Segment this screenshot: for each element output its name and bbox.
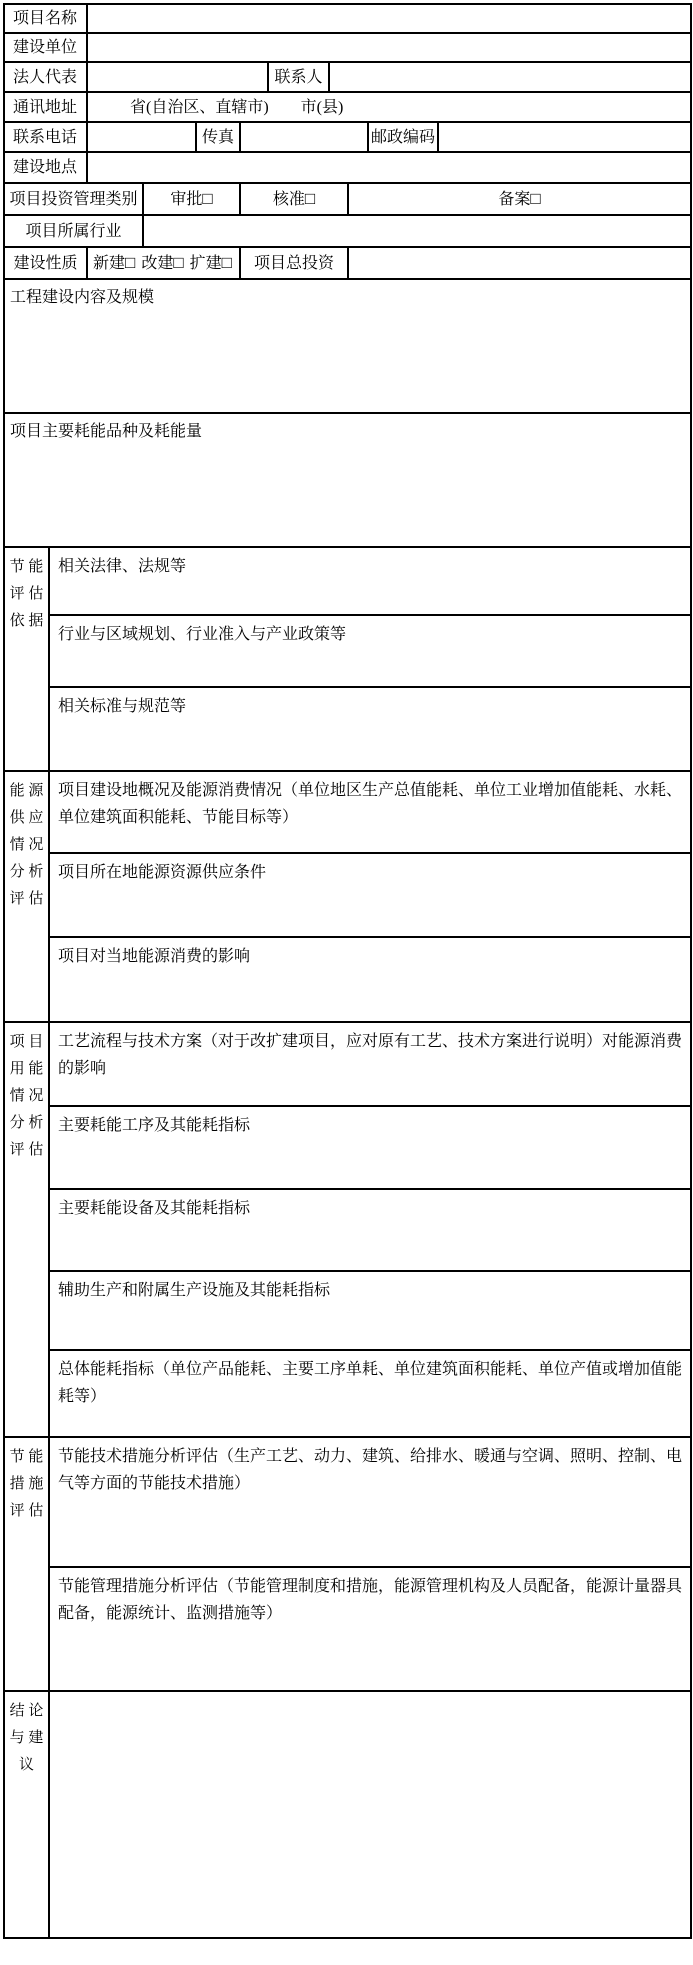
basis-laws-field[interactable]: 相关法律、法规等 [49, 547, 691, 615]
row-legal-rep [4, 62, 691, 92]
energy-kinds-field[interactable]: 项目主要耗能品种及耗能量 [4, 413, 691, 547]
technical-measures-field[interactable]: 节能技术措施分析评估（生产工艺、动力、建筑、给排水、暖通与空调、照明、控制、电气等方面的节能技术措施） [49, 1437, 691, 1567]
supply-conditions-field[interactable]: 项目所在地能源资源供应条件 [49, 853, 691, 937]
section-title-line: 措 施 [9, 1476, 44, 1492]
option-filing [348, 183, 691, 215]
management-measures-field[interactable]: 节能管理措施分析评估（节能管理制度和措施，能源管理机构及人员配备，能源计量器具配备，能源统计、监测措施等） [49, 1567, 691, 1691]
row-site [4, 152, 691, 183]
row-industry [4, 215, 691, 247]
energy-assessment-form-table [3, 3, 692, 1939]
row-construction-unit [4, 33, 691, 62]
legal-rep-label: 法人代表 [4, 62, 87, 92]
approval-checkbox[interactable]: □ [202, 189, 213, 208]
address-label: 通讯地址 [4, 92, 87, 122]
option-approval [143, 183, 240, 215]
option-filing-label: 备案 [498, 191, 531, 208]
auxiliary-facilities-field[interactable]: 辅助生产和附属生产设施及其能耗指标 [49, 1271, 691, 1350]
section-title-line: 节 能 [9, 1449, 44, 1465]
overall-indicators-field[interactable]: 总体能耗指标（单位产品能耗、主要工序单耗、单位建筑面积能耗、单位产值或增加值能耗等） [49, 1350, 691, 1437]
row-basis-planning [4, 615, 691, 687]
assessment-basis-title [4, 547, 49, 771]
filing-checkbox[interactable]: □ [530, 189, 541, 208]
ratification-checkbox[interactable]: □ [304, 189, 316, 208]
legal-rep-field[interactable] [87, 62, 268, 92]
row-phone [4, 122, 691, 152]
section-title-line: 情 况 [9, 837, 44, 853]
energy-equipment-field[interactable]: 主要耗能设备及其能耗指标 [49, 1189, 691, 1271]
row-local-impact [4, 937, 691, 1022]
row-project-name [4, 4, 691, 33]
nature-label: 建设性质 [4, 247, 87, 279]
saving-measures-title [4, 1437, 49, 1691]
section-title-line: 节 能 [9, 559, 44, 575]
energy-use-title [4, 1022, 49, 1437]
construction-unit-label: 建设单位 [4, 33, 87, 62]
row-energy-process [4, 1106, 691, 1189]
section-title-line: 用 能 [9, 1061, 44, 1077]
fax-label: 传真 [196, 122, 240, 152]
section-title-line: 依 据 [9, 613, 44, 629]
section-title-line: 与 建 [9, 1730, 44, 1746]
postal-code-field[interactable] [438, 122, 691, 152]
section-title-line: 分 析 [9, 864, 44, 880]
site-overview-field[interactable]: 项目建设地概况及能源消费情况（单位地区生产总值能耗、单位工业增加值能耗、水耗、单位建筑面积能耗、节能目标等） [49, 771, 691, 853]
row-nature [4, 247, 691, 279]
section-title-line: 议 [18, 1757, 34, 1773]
process-impact-field[interactable]: 工艺流程与技术方案（对于改扩建项目，应对原有工艺、技术方案进行说明）对能源消费的影响 [49, 1022, 691, 1106]
section-title-line: 结 论 [9, 1703, 44, 1719]
form-page [0, 3, 693, 1965]
row-construction-content [4, 279, 691, 413]
fax-field[interactable] [240, 122, 368, 152]
row-basis-standards [4, 687, 691, 771]
section-title-line: 能 源 [9, 783, 44, 799]
contact-person-field[interactable] [329, 62, 691, 92]
nature-options [87, 247, 240, 279]
conclusion-field[interactable] [49, 1691, 691, 1938]
project-name-field[interactable] [87, 4, 691, 33]
section-conclusion [4, 1691, 691, 1938]
option-newbuild-label: 新建 [93, 255, 126, 272]
basis-standards-field[interactable]: 相关标准与规范等 [49, 687, 691, 771]
option-approval-label: 审批 [170, 191, 203, 208]
row-energy-kinds [4, 413, 691, 547]
energy-supply-title [4, 771, 49, 1022]
industry-label: 项目所属行业 [4, 215, 143, 247]
row-supply-conditions [4, 853, 691, 937]
newbuild-checkbox[interactable]: □ [125, 253, 136, 272]
conclusion-title [4, 1691, 49, 1938]
site-field[interactable] [87, 152, 691, 183]
section-title-line: 情 况 [9, 1088, 44, 1104]
site-label: 建设地点 [4, 152, 87, 183]
row-invest-category [4, 183, 691, 215]
row-address [4, 92, 691, 122]
row-energy-equipment [4, 1189, 691, 1271]
option-ratification [240, 183, 348, 215]
section-assessment-basis [4, 547, 691, 615]
section-saving-measures [4, 1437, 691, 1567]
phone-field[interactable] [87, 122, 196, 152]
section-title-line: 项 目 [9, 1034, 44, 1050]
section-energy-supply [4, 771, 691, 853]
construction-unit-field[interactable] [87, 33, 691, 62]
rebuild-checkbox[interactable]: □ [173, 253, 184, 272]
section-energy-use [4, 1022, 691, 1106]
option-expansion-label: 扩建 [189, 255, 222, 272]
total-investment-field[interactable] [348, 247, 691, 279]
section-title-line: 评 估 [9, 586, 44, 602]
total-investment-label: 项目总投资 [240, 247, 348, 279]
industry-field[interactable] [143, 215, 691, 247]
option-ratification-label: 核准 [272, 191, 305, 208]
row-overall-indicators [4, 1350, 691, 1437]
row-management-measures [4, 1567, 691, 1691]
phone-label: 联系电话 [4, 122, 87, 152]
section-title-line: 供 应 [9, 810, 44, 826]
contact-person-label: 联系人 [268, 62, 329, 92]
local-impact-field[interactable]: 项目对当地能源消费的影响 [49, 937, 691, 1022]
section-title-line: 评 估 [9, 891, 44, 907]
project-name-label: 项目名称 [4, 4, 87, 33]
section-title-line: 分 析 [9, 1115, 44, 1131]
address-field[interactable]: 省(自治区、直辖市) 市(县) [87, 92, 691, 122]
basis-planning-field[interactable]: 行业与区域规划、行业准入与产业政策等 [49, 615, 691, 687]
construction-content-field[interactable]: 工程建设内容及规模 [4, 279, 691, 413]
section-title-line: 评 估 [9, 1142, 44, 1158]
postal-code-label: 邮政编码 [368, 122, 438, 152]
option-rebuild-label: 改建 [141, 255, 174, 272]
expansion-checkbox[interactable]: □ [221, 253, 232, 272]
row-auxiliary-facilities [4, 1271, 691, 1350]
invest-category-label: 项目投资管理类别 [4, 183, 143, 215]
energy-process-field[interactable]: 主要耗能工序及其能耗指标 [49, 1106, 691, 1189]
section-title-line: 评 估 [9, 1503, 44, 1519]
